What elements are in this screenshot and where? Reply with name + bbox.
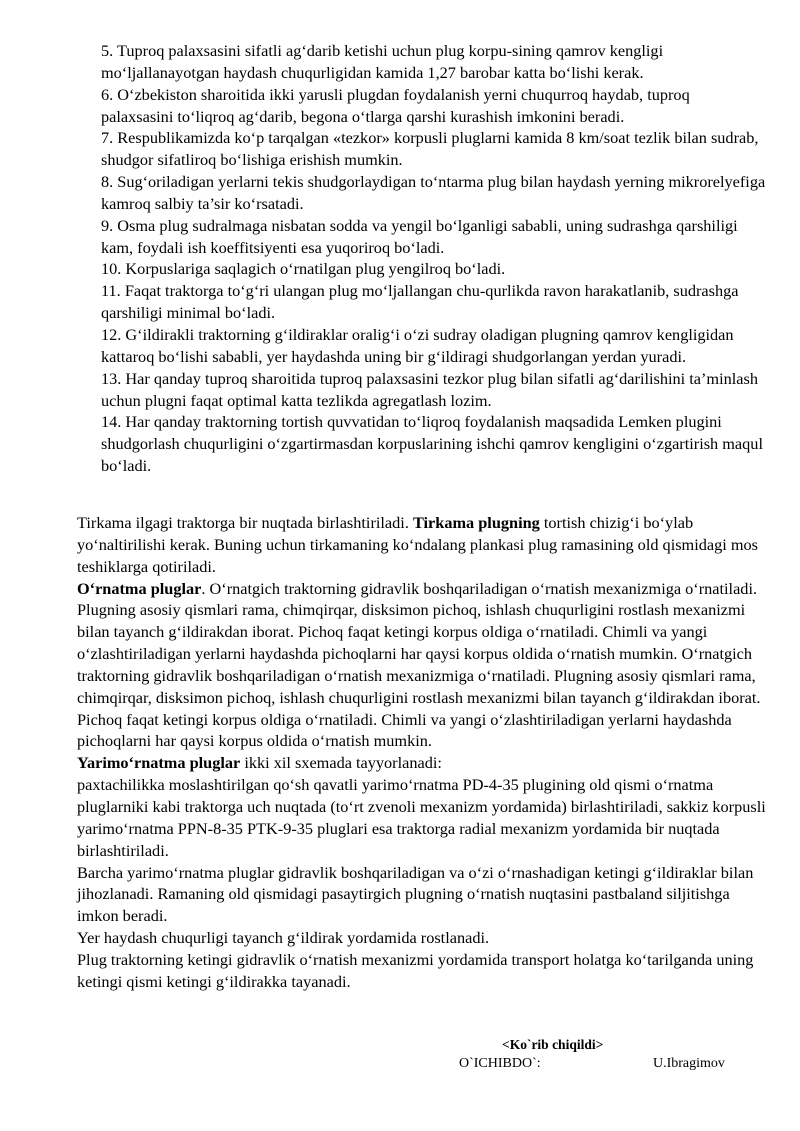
term-yarimornatma-pluglar: Yarimo‘rnatma pluglar: [77, 753, 241, 773]
signer-label: O`ICHIBDO`:: [459, 1056, 541, 1071]
paragraph-ornatma: [77, 578, 767, 753]
list-item: 9. Osma plug sudralmaga nisbatan sodda va yengil bo‘lganligi sababli, uning sudrashga qarshiligi kam, foydali ish koeffitsiyenti esa yuqoriroq bo‘ladi.: [101, 215, 738, 257]
list-item: 10. Korpuslariga saqlagich o‘rnatilgan plug yengilroq bo‘ladi.: [101, 259, 506, 279]
paragraph-yarimornatma: [77, 752, 767, 774]
list-item: 6. O‘zbekiston sharoitida ikki yarusli plugdan foydalanish yerni chuqurroq haydab, tuproq palaxsasini to‘liqroq ag‘darib, begona o‘tlarga qarshi kurashish imkonini beradi.: [101, 84, 690, 126]
list-item: 8. Sug‘oriladigan yerlarni tekis shudgorlaydigan to‘ntarma plug bilan haydash yerning mikrorelyefiga kamroq salbiy ta’sir ko‘rsatadi.: [101, 172, 766, 213]
paragraph-plug-transport: Plug traktorning ketingi gidravlik o‘rnatish mexanizmi yordamida transport holatga ko‘tarilganda uning ketingi qismi ketingi g‘ildirakka tayanadi.: [77, 949, 754, 991]
paragraph-barcha: Barcha yarimo‘rnatma pluglar gidravlik boshqariladigan va o‘zi o‘rnashadigan ketingi g‘ildiraklar bilan jihozlanadi. Ramaning old qismidagi pasaytirgich plugning o‘rnatish nuqtasini pastbaland siljitishga imkon beradi.: [77, 862, 754, 926]
paragraph-paxtachilik: paxtachilikka moslashtirilgan qo‘sh qavatli yarimo‘rnatma PD-4-35 plugining old qismi o‘rnatma pluglarniki kabi traktorga uch nuqtada (to‘rt zvenoli mexanizm yordamida) birlashtiriladi, sakkiz korpusli yarimo‘rnatma PPN-8-35 PTK-9-35 pluglari esa traktorga radial mexanizm yordamida bir nuqtada birlashtiriladi.: [77, 775, 766, 860]
list-item: 14. Har qanday traktorning tortish quvvatidan to‘liqroq foydalanish maqsadida Lemken plugini shudgorlash chuqurligini o‘zgartirmasdan korpuslarining ishchi qamrov kengligini o‘zgartirish maqul bo‘ladi.: [101, 412, 763, 476]
list-item: 7. Respublikamizda ko‘p tarqalgan «tezkor» korpusli pluglarni kamida 8 km/soat tezlik bilan sudrab, shudgor sifatliroq bo‘lishiga erishish mumkin.: [101, 128, 759, 170]
paragraph-text: Tirkama ilgagi traktorga bir nuqtada birlashtiriladi.: [77, 513, 413, 532]
paragraph-text: tortish chizig‘i bo‘ylab yo‘naltirilishi kerak. Buning uchun tirkamaning ko‘ndalang plankasi plug ramasining old qismidagi mos teshiklarga qotiriladi.: [77, 513, 758, 576]
list-item: 5. Tuproq palaxsasini sifatli ag‘darib ketishi uchun plug korpu-sining qamrov kengligi mo‘ljallanayotgan haydash chuqurligidan kamida 1,27 barobar katta bo‘lishi kerak.: [101, 41, 664, 82]
term-tirkama-plug: Tirkama plugning: [412, 513, 540, 532]
numbered-list: [101, 40, 766, 477]
list-item: 12. G‘ildirakli traktorning g‘ildiraklar oralig‘i o‘zi sudray oladigan plugning qamrov kengligidan kattaroq bo‘lishi sababli, yer haydashda uning bir g‘ildiragi shudgorlangan yerdan yuradi.: [101, 324, 734, 366]
body-text: [77, 512, 767, 993]
term-ornatma-pluglar: O‘rnatma pluglar: [77, 578, 202, 598]
reviewed-note: <Ko`rib chiqildi>: [502, 1037, 604, 1052]
paragraph-text: . O‘rnatgich traktorning gidravlik boshqariladigan o‘rnatish mexanizmiga o‘rnatiladi. Plugning asosiy qismlari rama, chimqirqar, disksimon pichoq, ishlash chuqurligini rostlash mexanizmi bilan tayanch g‘ildirakdan iborat. Pichoq faqat ketingi korpus oldiga o‘rnatiladi. Chimli va yangi o‘zlashtiriladigan yerlarni haydashda pichoqlarni har qaysi korpus oldida o‘rnatish mumkin. O‘rnatgich traktorning gidravlik boshqariladigan o‘rnatish mexanizmiga o‘rnatiladi. Plugning asosiy qismlari rama, chimqirqar, disksimon pichoq, ishlash chuqurligini rostlash mexanizmi bilan tayanch g‘ildirakdan iborat. Pichoq faqat ketingi korpus oldiga o‘rnatiladi. Chimli va yangi o‘zlashtiriladigan yerlarni haydashda pichoqlarni har qaysi korpus oldida o‘rnatish mumkin.: [77, 578, 761, 751]
signer-name: U.Ibragimov: [653, 1056, 725, 1071]
paragraph-yer-haydash: Yer haydash chuqurligi tayanch g‘ildirak yordamida rostlanadi.: [77, 928, 490, 948]
paragraph-text: ikki xil sxemada tayyorlanadi:: [240, 753, 442, 773]
list-item: 13. Har qanday tuproq sharoitida tuproq palaxsasini tezkor plug bilan sifatli ag‘darilishini ta’minlash uchun plugni faqat optimal katta tezlikda agregatlash lozim.: [101, 368, 758, 410]
list-item: 11. Faqat traktorga to‘g‘ri ulangan plug mo‘ljallangan chu-qurlikda ravon harakatlanib, sudrashga qarshiligi minimal bo‘ladi.: [101, 281, 739, 323]
paragraph-tirkama: [77, 512, 767, 578]
